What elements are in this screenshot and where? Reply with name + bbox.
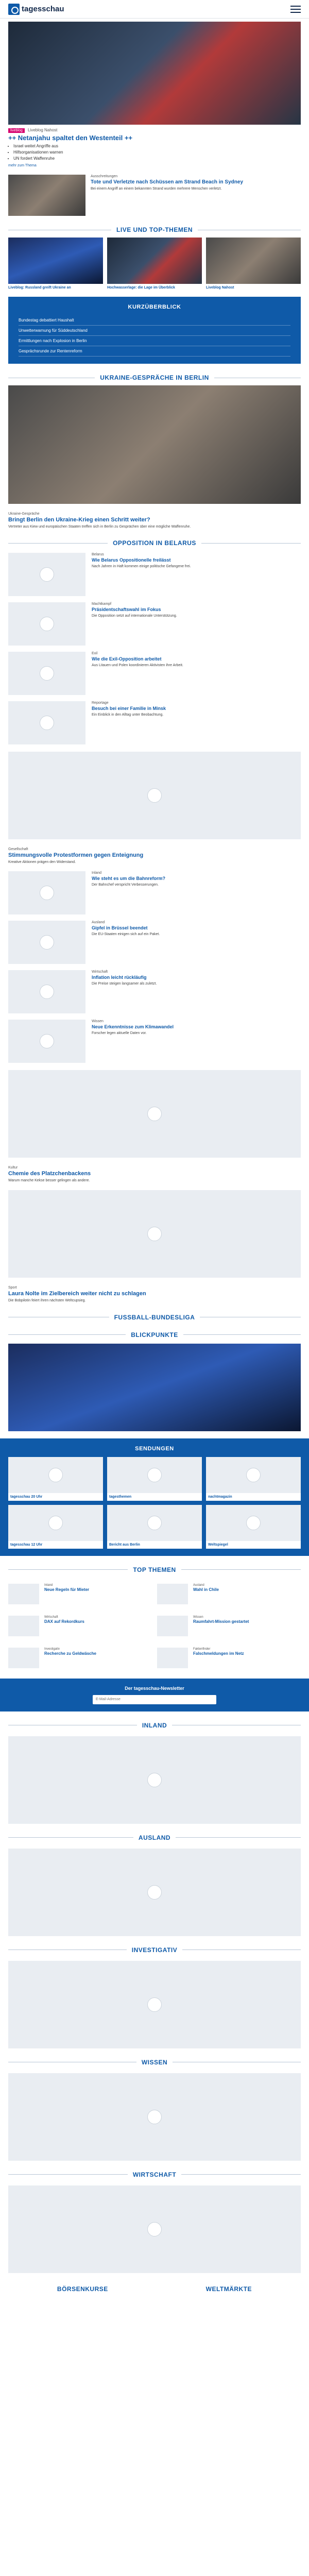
- hero-bullet[interactable]: • Israel weitet Angriffe aus: [13, 144, 301, 148]
- live-grid: [8, 238, 301, 290]
- section-title-bundesliga: FUSSBALL-BUNDESLIGA: [8, 1314, 301, 1321]
- kurzueberblick-item[interactable]: Unwetterwarnung für Süddeutschland: [19, 326, 290, 336]
- section-title-inland: INLAND: [8, 1722, 301, 1729]
- blickpunkte-image[interactable]: [8, 1344, 301, 1431]
- teaser-headline[interactable]: Tote und Verletzte nach Schüssen am Strand Beach in Sydney: [91, 179, 244, 185]
- section-title-top: TOP THEMEN: [8, 1566, 301, 1573]
- sendung-image: [107, 1457, 202, 1493]
- teaser-text: Nach Jahren in Haft kommen einige politische Gefangene frei.: [92, 565, 191, 569]
- small-teaser[interactable]: [157, 1584, 301, 1604]
- teaser-image: [8, 602, 85, 646]
- kurzueberblick-box: [8, 297, 301, 364]
- small-teaser[interactable]: [157, 1616, 301, 1636]
- teaser-topline: Exil: [92, 652, 98, 656]
- small-teaser[interactable]: [157, 1648, 301, 1668]
- sendung-image: [206, 1505, 301, 1541]
- ukraine-article[interactable]: [8, 512, 301, 529]
- kurzueberblick-title: KURZÜBERBLICK: [128, 304, 181, 310]
- teaser-text: Ein Einblick in den Alltag unter Beobachtung.: [92, 713, 164, 717]
- teaser-image: [8, 652, 85, 695]
- teaser-image: [8, 1616, 39, 1636]
- list-teaser[interactable]: [8, 701, 301, 744]
- teaser-topline: Ausland: [92, 920, 105, 924]
- teaser-headline[interactable]: Besuch bei einer Familie in Minsk: [92, 706, 166, 711]
- teaser-headline[interactable]: DAX auf Rekordkurs: [44, 1619, 84, 1624]
- section-image[interactable]: [8, 2073, 301, 2161]
- live-card[interactable]: [8, 238, 103, 290]
- teaser-text: Die EU-Staaten einigen sich auf ein Paket.: [92, 932, 160, 936]
- teaser-image: [8, 701, 85, 744]
- sendung-card[interactable]: [107, 1457, 202, 1501]
- sendung-title[interactable]: Bericht aus Berlin: [109, 1543, 140, 1547]
- hero-topline: liveblog Liveblog Nahost: [8, 128, 301, 133]
- sendung-card[interactable]: [206, 1505, 301, 1549]
- section-title-wirtschaft: WIRTSCHAFT: [8, 2171, 301, 2178]
- small-teaser[interactable]: [8, 1584, 152, 1604]
- section-image[interactable]: [8, 1961, 301, 2048]
- sendung-card[interactable]: [107, 1505, 202, 1549]
- logo-text: tagesschau: [22, 5, 64, 13]
- liveblog-badge: liveblog: [8, 128, 25, 133]
- section-title-blickpunkte: BLICKPUNKTE: [8, 1331, 301, 1338]
- article-topline: Gesellschaft: [8, 848, 28, 852]
- sendung-image: [8, 1505, 103, 1541]
- teaser-topline: Belarus: [92, 553, 104, 557]
- teaser-topline: Wissen: [193, 1615, 203, 1619]
- article-headline[interactable]: Laura Nolte im Zielbereich weiter nicht zu schlagen: [8, 1291, 146, 1297]
- teaser-image: [8, 1584, 39, 1604]
- list-teaser[interactable]: [8, 921, 301, 964]
- sendungen-box: [0, 1438, 309, 1556]
- teaser-topline: Investigativ: [44, 1647, 60, 1651]
- small-teaser[interactable]: [8, 1616, 152, 1636]
- section-image[interactable]: [8, 2185, 301, 2273]
- teaser-topline: Reportage: [92, 701, 109, 705]
- teaser-headline[interactable]: Falschmeldungen im Netz: [193, 1651, 244, 1656]
- section-title-investigativ: INVESTIGATIV: [8, 1946, 301, 1954]
- live-card[interactable]: [206, 238, 301, 290]
- teaser-topline: Wirtschaft: [92, 970, 108, 974]
- section-title-opposition: OPPOSITION IN BELARUS: [8, 539, 301, 547]
- list-teaser[interactable]: [8, 652, 301, 695]
- hamburger-icon[interactable]: [290, 6, 301, 13]
- teaser-text: Der Bahnchef verspricht Verbesserungen.: [92, 883, 159, 887]
- list-teaser[interactable]: [8, 1020, 301, 1063]
- hero-bullet[interactable]: • UN fordert Waffenruhe: [13, 156, 301, 161]
- teaser[interactable]: [8, 175, 301, 216]
- teaser-image: [8, 970, 85, 1013]
- article-text: Vertreter aus Kiew und europäischen Staaten treffen sich in Berlin zu Gesprächen über eine mögliche Waffenruhe.: [8, 525, 191, 529]
- live-card-image: [107, 238, 202, 284]
- sendung-title[interactable]: tagesthemen: [109, 1495, 132, 1499]
- article-headline[interactable]: Chemie des Platzchenbackens: [8, 1170, 91, 1177]
- sendung-card[interactable]: [8, 1457, 103, 1501]
- teaser-headline[interactable]: Präsidentschaftswahl im Fokus: [92, 607, 161, 613]
- kurzueberblick-item[interactable]: Bundestag debattiert Haushalt: [19, 315, 290, 326]
- live-card-title[interactable]: Hochwasserlage: die Lage im Überblick: [107, 286, 175, 290]
- small-teaser[interactable]: [8, 1648, 152, 1668]
- teaser-text: Bei einem Angriff an einem bekannten Strand wurden mehrere Menschen verletzt.: [91, 187, 222, 191]
- sendung-image: [107, 1505, 202, 1541]
- teaser-headline[interactable]: Neue Erkenntnisse zum Klimawandel: [92, 1024, 174, 1029]
- teaser-headline[interactable]: Recherche zu Geldwäsche: [44, 1651, 96, 1656]
- teaser-image: [157, 1648, 188, 1668]
- teaser-headline[interactable]: Wie steht es um die Bahnreform?: [92, 875, 165, 881]
- ukraine-image[interactable]: [8, 385, 301, 504]
- teaser-topline: Ausland: [193, 1583, 204, 1587]
- main-content: [0, 22, 309, 1431]
- teaser-topline: Machtkampf: [92, 602, 112, 606]
- section-title-ukraine: UKRAINE-GESPRÄCHE IN BERLIN: [8, 374, 301, 381]
- teaser-topline: Inland: [92, 871, 102, 875]
- teaser-image: [157, 1616, 188, 1636]
- feature-article[interactable]: [8, 848, 301, 865]
- section-title-ausland: AUSLAND: [8, 1834, 301, 1841]
- newsletter-box: [0, 1679, 309, 1711]
- live-card[interactable]: [107, 238, 202, 290]
- teaser-headline[interactable]: Raumfahrt-Mission gestartet: [193, 1619, 249, 1624]
- weltmaerkte-link[interactable]: WELTMÄRKTE: [205, 2285, 252, 2293]
- teaser-text: Forscher legen aktuelle Daten vor.: [92, 1031, 147, 1035]
- feature-article[interactable]: [8, 1166, 301, 1183]
- sendung-card[interactable]: [206, 1457, 301, 1501]
- live-card-image: [8, 238, 103, 284]
- article-topline: Ukraine-Gespräche: [8, 512, 40, 516]
- article-topline: Sport: [8, 1286, 17, 1290]
- list-teaser[interactable]: [8, 553, 301, 596]
- markets-row: [8, 2285, 301, 2293]
- teaser-topline: Wissen: [92, 1019, 104, 1023]
- teaser-image: [8, 175, 85, 216]
- article-text: Warum manche Kekse besser gelingen als andere.: [8, 1178, 90, 1182]
- newsletter-email-input[interactable]: E-Mail-Adresse: [93, 1695, 216, 1704]
- teaser-text: Aus Litauen und Polen koordinieren Aktivisten ihre Arbeit.: [92, 664, 183, 668]
- section-image[interactable]: [8, 1849, 301, 1936]
- teaser-topline: Faktenfinder: [193, 1647, 211, 1651]
- teaser-headline[interactable]: Wahl in Chile: [193, 1587, 219, 1592]
- teaser-image: [8, 1020, 85, 1063]
- boersenkurse-link[interactable]: BÖRSENKURSE: [57, 2285, 108, 2293]
- teaser-topline: Ausschreitungen: [91, 175, 118, 178]
- feature-image[interactable]: [8, 752, 301, 839]
- article-text: Kreative Aktionen prägen den Widerstand.: [8, 860, 76, 865]
- teaser-image: [8, 553, 85, 596]
- feature-article[interactable]: [8, 1286, 301, 1303]
- feature-image[interactable]: [8, 1190, 301, 1278]
- sendung-image: [8, 1457, 103, 1493]
- list-teaser[interactable]: [8, 970, 301, 1013]
- hero-bullets: [8, 144, 301, 161]
- teaser-image: [8, 921, 85, 964]
- list-teaser[interactable]: [8, 871, 301, 914]
- site-header: [0, 0, 309, 19]
- hero-image[interactable]: [8, 22, 301, 125]
- newsletter-title: Der tagesschau-Newsletter: [125, 1685, 184, 1691]
- sendung-card[interactable]: [8, 1505, 103, 1549]
- teaser-topline: Wirtschaft: [44, 1615, 58, 1619]
- teaser-headline[interactable]: Wie die Exil-Opposition arbeitet: [92, 656, 162, 662]
- teaser-text: Die Opposition setzt auf internationale Unterstützung.: [92, 614, 177, 618]
- sendungen-title: SENDUNGEN: [135, 1445, 174, 1452]
- kurzueberblick-item[interactable]: Ermittlungen nach Explosion in Berlin: [19, 336, 290, 346]
- section-title-live: LIVE UND TOP-THEMEN: [8, 226, 301, 233]
- hero-bullet[interactable]: • Hilfsorganisationen warnen: [13, 150, 301, 155]
- sendung-title[interactable]: tagesschau 20 Uhr: [10, 1495, 43, 1499]
- list-teaser[interactable]: [8, 602, 301, 646]
- article-topline: Kultur: [8, 1165, 18, 1170]
- sendung-title[interactable]: Weltspiegel: [208, 1543, 228, 1547]
- section-image[interactable]: [8, 1736, 301, 1824]
- teaser-headline[interactable]: Neue Regeln für Mieter: [44, 1587, 90, 1592]
- logo-icon: [8, 4, 20, 15]
- hero-more-link[interactable]: mehr zum Thema: [8, 164, 37, 167]
- article-headline[interactable]: Stimmungsvolle Protestformen gegen Enteignung: [8, 852, 144, 859]
- teaser-image: [157, 1584, 188, 1604]
- teaser-image: [8, 1648, 39, 1668]
- live-card-title[interactable]: Liveblog Nahost: [206, 286, 234, 290]
- live-card-image: [206, 238, 301, 284]
- feature-image[interactable]: [8, 1070, 301, 1158]
- sendung-image: [206, 1457, 301, 1493]
- teaser-image: [8, 871, 85, 914]
- logo[interactable]: [8, 4, 64, 15]
- sendung-title[interactable]: nachtmagazin: [208, 1495, 232, 1499]
- sendung-title[interactable]: tagesschau 12 Uhr: [10, 1543, 43, 1547]
- hero-headline[interactable]: ++ Netanjahu spaltet den Westenteil ++: [8, 134, 133, 142]
- teaser-text: Die Preise steigen langsamer als zuletzt.: [92, 981, 157, 986]
- live-card-title[interactable]: Liveblog: Russland greift Ukraine an: [8, 286, 71, 290]
- teaser-headline[interactable]: Inflation leicht rückläufig: [92, 974, 147, 980]
- article-text: Die Bobpilotin feiert ihren nächsten Weltcupsieg.: [8, 1299, 86, 1303]
- teaser-topline: Inland: [44, 1583, 53, 1587]
- teaser-headline[interactable]: Wie Belarus Oppositionelle freilässt: [92, 557, 171, 563]
- section-title-wissen: WISSEN: [8, 2059, 301, 2066]
- article-headline[interactable]: Bringt Berlin den Ukraine-Krieg einen Schritt weiter?: [8, 517, 150, 523]
- teaser-headline[interactable]: Gipfel in Brüssel beendet: [92, 925, 148, 930]
- kurzueberblick-item[interactable]: Gesprächsrunde zur Rentenreform: [19, 346, 290, 357]
